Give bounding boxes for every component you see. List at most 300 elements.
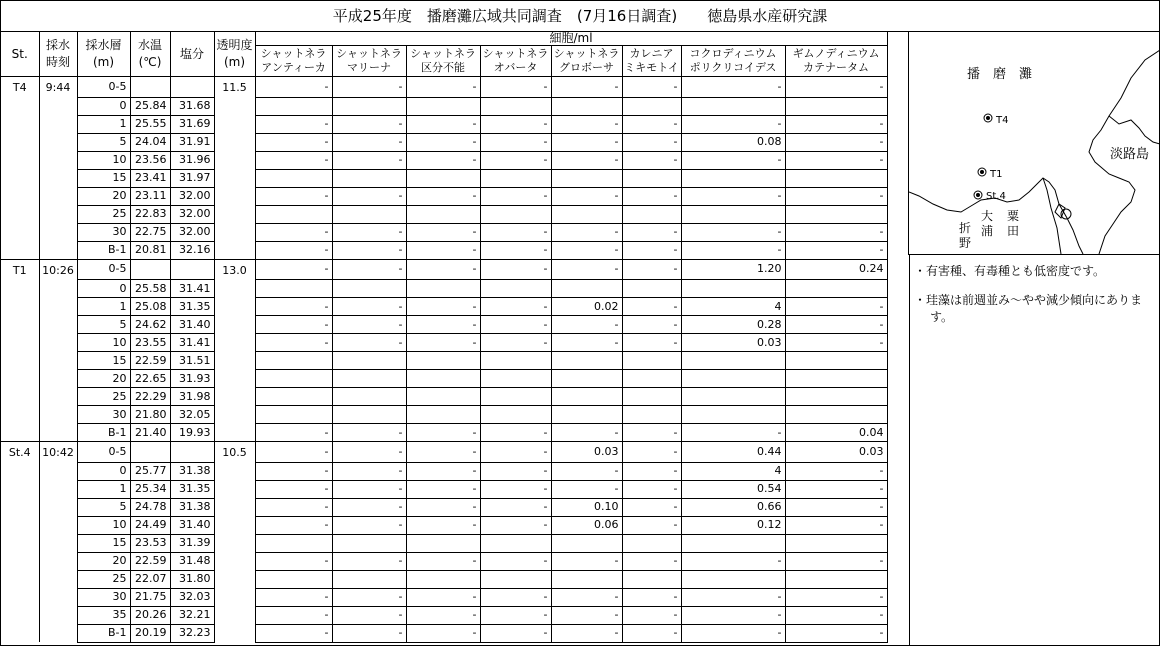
cell-density: 0.44: [681, 442, 785, 463]
cell-density: 1.20: [681, 259, 785, 280]
cell-density: 0.24: [785, 259, 887, 280]
cell-density: [406, 97, 480, 115]
station-cell: T4: [1, 77, 39, 98]
cell-density: [551, 370, 622, 388]
salinity-cell: 31.35: [170, 480, 214, 498]
transparency-cell: 11.5: [214, 77, 255, 98]
time-cell: [39, 406, 77, 424]
salinity-cell: 31.41: [170, 334, 214, 352]
cell-density: 0.08: [681, 133, 785, 151]
table-row: [1, 352, 887, 370]
cell-density: -: [551, 187, 622, 205]
transparency-cell: [214, 624, 255, 642]
station-cell: [1, 316, 39, 334]
cell-density: [332, 169, 406, 187]
salinity-cell: 31.68: [170, 97, 214, 115]
cell-density: -: [332, 334, 406, 352]
station-cell: [1, 606, 39, 624]
table-row: [1, 480, 887, 498]
col-header-species: シャットネラ マリーナ: [332, 46, 406, 77]
cell-density: -: [406, 552, 480, 570]
depth-cell: 0: [77, 462, 130, 480]
cell-density: -: [255, 133, 332, 151]
map-svg: [909, 32, 1160, 254]
cell-density: -: [785, 133, 887, 151]
transparency-cell: [214, 570, 255, 588]
cell-density: -: [332, 588, 406, 606]
temperature-cell: 22.29: [130, 388, 170, 406]
station-cell: [1, 498, 39, 516]
depth-cell: 0-5: [77, 77, 130, 98]
cell-density: -: [332, 241, 406, 259]
cell-density: -: [785, 115, 887, 133]
cell-density: -: [480, 624, 551, 642]
depth-cell: 1: [77, 115, 130, 133]
cell-density: -: [785, 498, 887, 516]
cell-density: -: [622, 424, 681, 442]
cell-density: -: [332, 77, 406, 98]
time-cell: [39, 462, 77, 480]
time-cell: [39, 388, 77, 406]
depth-cell: 1: [77, 480, 130, 498]
temperature-cell: 21.40: [130, 424, 170, 442]
cell-density: -: [622, 552, 681, 570]
cell-density: -: [785, 187, 887, 205]
cell-density: -: [551, 241, 622, 259]
transparency-cell: [214, 187, 255, 205]
transparency-cell: [214, 205, 255, 223]
place-label-awata-2: 田: [1007, 224, 1020, 238]
cell-density: [785, 370, 887, 388]
cell-density: [551, 169, 622, 187]
depth-cell: 20: [77, 370, 130, 388]
cell-density: -: [480, 298, 551, 316]
cell-density: -: [480, 588, 551, 606]
depth-cell: 30: [77, 223, 130, 241]
transparency-cell: [214, 97, 255, 115]
cell-density: -: [622, 442, 681, 463]
cell-density: [785, 352, 887, 370]
transparency-cell: [214, 498, 255, 516]
table-row: [1, 424, 887, 442]
cell-density: -: [785, 462, 887, 480]
table-row: [1, 169, 887, 187]
temperature-cell: 22.83: [130, 205, 170, 223]
cell-density: -: [480, 334, 551, 352]
transparency-cell: [214, 480, 255, 498]
station-cell: [1, 552, 39, 570]
table-row: [1, 241, 887, 259]
sea-label: 播 磨 灘: [967, 67, 1033, 82]
cell-density: -: [681, 151, 785, 169]
time-cell: [39, 424, 77, 442]
depth-cell: 10: [77, 151, 130, 169]
transparency-cell: [214, 370, 255, 388]
col-header-species: シャットネラ オバータ: [480, 46, 551, 77]
station-cell: [1, 115, 39, 133]
transparency-cell: [214, 151, 255, 169]
cell-density: -: [255, 241, 332, 259]
cell-density: -: [255, 480, 332, 498]
station-t4-label: T4: [996, 115, 1009, 126]
station-cell: [1, 588, 39, 606]
table-row: [1, 77, 887, 98]
cell-density: [255, 205, 332, 223]
cell-density: -: [332, 498, 406, 516]
transparency-cell: [214, 424, 255, 442]
cell-density: -: [406, 588, 480, 606]
place-label-orino-1: 折: [959, 221, 972, 235]
salinity-cell: 32.05: [170, 406, 214, 424]
cell-density: -: [681, 241, 785, 259]
cell-density: -: [255, 516, 332, 534]
cell-density: -: [332, 151, 406, 169]
table-row: [1, 388, 887, 406]
cell-density: -: [332, 424, 406, 442]
station-cell: T1: [1, 259, 39, 280]
cell-density: -: [681, 588, 785, 606]
temperature-cell: [130, 77, 170, 98]
transparency-cell: [214, 406, 255, 424]
cell-density: 0.03: [785, 442, 887, 463]
cell-density: [622, 205, 681, 223]
cell-density: -: [480, 77, 551, 98]
transparency-cell: [214, 534, 255, 552]
salinity-cell: 32.00: [170, 223, 214, 241]
time-cell: [39, 280, 77, 298]
cell-density: -: [622, 133, 681, 151]
cell-density: -: [551, 588, 622, 606]
depth-cell: 0-5: [77, 259, 130, 280]
table-row: [1, 570, 887, 588]
cell-density: -: [622, 151, 681, 169]
cell-density: -: [622, 516, 681, 534]
cell-density: [785, 169, 887, 187]
cell-density: -: [480, 133, 551, 151]
cell-density: -: [255, 115, 332, 133]
depth-cell: 20: [77, 552, 130, 570]
salinity-cell: 31.40: [170, 316, 214, 334]
cell-density: -: [622, 606, 681, 624]
cell-density: 0.10: [551, 498, 622, 516]
cell-density: -: [255, 259, 332, 280]
cell-density: -: [551, 480, 622, 498]
cell-density: -: [255, 588, 332, 606]
salinity-cell: [170, 77, 214, 98]
station-t1-marker-dot: [981, 171, 984, 174]
cell-density: -: [406, 480, 480, 498]
cell-density: -: [255, 187, 332, 205]
cell-density: -: [406, 624, 480, 642]
temperature-cell: 25.58: [130, 280, 170, 298]
station-cell: [1, 334, 39, 352]
temperature-cell: 21.80: [130, 406, 170, 424]
temperature-cell: 25.55: [130, 115, 170, 133]
salinity-cell: 31.51: [170, 352, 214, 370]
cell-density: [551, 388, 622, 406]
temperature-cell: 20.19: [130, 624, 170, 642]
depth-cell: 15: [77, 352, 130, 370]
temperature-cell: 24.78: [130, 498, 170, 516]
cell-density: -: [785, 624, 887, 642]
cell-density: [785, 280, 887, 298]
time-cell: [39, 570, 77, 588]
cell-density: 0.03: [551, 442, 622, 463]
cell-density: -: [551, 334, 622, 352]
temperature-cell: 24.49: [130, 516, 170, 534]
table-row: [1, 187, 887, 205]
salinity-cell: [170, 442, 214, 463]
cell-density: -: [681, 606, 785, 624]
cell-density: [406, 406, 480, 424]
time-cell: [39, 241, 77, 259]
cell-density: -: [332, 223, 406, 241]
table-row: [1, 133, 887, 151]
cell-density: -: [332, 316, 406, 334]
cell-density: -: [681, 223, 785, 241]
cell-density: [785, 205, 887, 223]
cell-density: -: [332, 516, 406, 534]
table-row: [1, 97, 887, 115]
station-t1-label: T1: [990, 169, 1003, 180]
cell-density: [255, 370, 332, 388]
table-row: [1, 280, 887, 298]
cell-density: [332, 406, 406, 424]
station-cell: St.4: [1, 442, 39, 463]
time-cell: [39, 516, 77, 534]
cell-density: [255, 280, 332, 298]
cell-density: [622, 388, 681, 406]
station-cell: [1, 241, 39, 259]
salinity-cell: 31.40: [170, 516, 214, 534]
table-row: [1, 259, 887, 280]
station-cell: [1, 280, 39, 298]
station-cell: [1, 624, 39, 642]
temperature-cell: 24.04: [130, 133, 170, 151]
cell-density: 0.03: [681, 334, 785, 352]
cell-density: -: [551, 552, 622, 570]
cell-density: [622, 169, 681, 187]
temperature-cell: 23.41: [130, 169, 170, 187]
place-label-orino-2: 野: [959, 236, 972, 250]
station-cell: [1, 187, 39, 205]
cell-density: [622, 534, 681, 552]
cell-density: [622, 280, 681, 298]
time-cell: [39, 316, 77, 334]
cell-density: [332, 388, 406, 406]
cell-density: [406, 370, 480, 388]
cell-density: -: [681, 552, 785, 570]
cell-density: -: [480, 442, 551, 463]
cell-density: -: [480, 223, 551, 241]
cell-density: -: [332, 552, 406, 570]
depth-cell: 20: [77, 187, 130, 205]
temperature-cell: 25.77: [130, 462, 170, 480]
depth-cell: 0: [77, 97, 130, 115]
cell-density: [480, 352, 551, 370]
cell-density: -: [255, 424, 332, 442]
depth-cell: B-1: [77, 241, 130, 259]
cell-density: [622, 352, 681, 370]
transparency-cell: 10.5: [214, 442, 255, 463]
salinity-cell: 31.93: [170, 370, 214, 388]
cell-density: -: [551, 259, 622, 280]
cell-density: -: [622, 588, 681, 606]
cell-density: -: [785, 480, 887, 498]
cell-density: -: [255, 442, 332, 463]
cell-density: [785, 406, 887, 424]
cell-density: -: [480, 462, 551, 480]
cell-density: -: [785, 516, 887, 534]
temperature-cell: 22.65: [130, 370, 170, 388]
cell-density: -: [406, 498, 480, 516]
time-cell: [39, 169, 77, 187]
cell-density: 0.02: [551, 298, 622, 316]
time-cell: [39, 223, 77, 241]
notes-panel: [909, 255, 1157, 645]
cell-density: [480, 97, 551, 115]
cell-density: -: [480, 187, 551, 205]
cell-density: [622, 370, 681, 388]
station-cell: [1, 462, 39, 480]
salinity-cell: 31.91: [170, 133, 214, 151]
cell-density: -: [480, 552, 551, 570]
cell-density: -: [622, 624, 681, 642]
salinity-cell: 32.23: [170, 624, 214, 642]
temperature-cell: 23.11: [130, 187, 170, 205]
transparency-cell: [214, 133, 255, 151]
col-header-species: コクロディニウム ポリクリコイデス: [681, 46, 785, 77]
cell-density: [255, 406, 332, 424]
depth-cell: 30: [77, 406, 130, 424]
col-header-species: シャットネラ アンティーカ: [255, 46, 332, 77]
station-cell: [1, 97, 39, 115]
cell-density: -: [681, 424, 785, 442]
temperature-cell: 22.59: [130, 552, 170, 570]
cell-density: -: [255, 498, 332, 516]
island-label: 淡路島: [1110, 147, 1150, 162]
salinity-cell: 31.48: [170, 552, 214, 570]
cell-density: [406, 570, 480, 588]
cell-density: -: [622, 462, 681, 480]
transparency-cell: [214, 388, 255, 406]
station-cell: [1, 406, 39, 424]
salinity-cell: 32.00: [170, 187, 214, 205]
cell-density: -: [785, 552, 887, 570]
cell-density: -: [622, 259, 681, 280]
col-header-species: ギムノディニウム カテナータム: [785, 46, 887, 77]
cell-density: -: [480, 516, 551, 534]
salinity-cell: 19.93: [170, 424, 214, 442]
transparency-cell: [214, 316, 255, 334]
col-header-species: シャットネラ グロボーサ: [551, 46, 622, 77]
cell-density: -: [785, 298, 887, 316]
depth-cell: 30: [77, 588, 130, 606]
station-cell: [1, 223, 39, 241]
plankton-data-table: [1, 32, 888, 643]
temperature-cell: 22.07: [130, 570, 170, 588]
time-cell: [39, 498, 77, 516]
temperature-cell: 25.34: [130, 480, 170, 498]
cell-density: -: [332, 187, 406, 205]
time-cell: 9:44: [39, 77, 77, 98]
cell-density: -: [406, 241, 480, 259]
cell-density: [681, 169, 785, 187]
cell-density: -: [406, 334, 480, 352]
note-harmful-species: ・有害種、有毒種とも低密度です。: [914, 264, 1106, 278]
awaji-coast-inner: [1109, 116, 1160, 144]
cell-density: -: [480, 115, 551, 133]
time-cell: [39, 334, 77, 352]
cell-density: -: [332, 133, 406, 151]
cell-density: [480, 388, 551, 406]
cell-density: [406, 169, 480, 187]
cell-density: -: [255, 223, 332, 241]
col-header-salinity: 塩分: [170, 32, 214, 77]
table-row: [1, 606, 887, 624]
temperature-cell: 23.56: [130, 151, 170, 169]
station-cell: [1, 424, 39, 442]
cell-density: [255, 169, 332, 187]
station-cell: [1, 570, 39, 588]
cell-density: [622, 97, 681, 115]
depth-cell: 1: [77, 298, 130, 316]
transparency-cell: [214, 223, 255, 241]
station-cell: [1, 133, 39, 151]
cell-density: -: [681, 115, 785, 133]
cell-density: [551, 570, 622, 588]
cell-density: [255, 570, 332, 588]
cell-density: [681, 570, 785, 588]
cell-density: -: [622, 298, 681, 316]
transparency-cell: 13.0: [214, 259, 255, 280]
cell-density: 0.12: [681, 516, 785, 534]
cell-density: -: [255, 77, 332, 98]
transparency-cell: [214, 606, 255, 624]
cell-density: -: [332, 442, 406, 463]
transparency-cell: [214, 241, 255, 259]
cell-density: -: [785, 588, 887, 606]
cell-density: [681, 370, 785, 388]
cell-density: -: [406, 462, 480, 480]
station-cell: [1, 151, 39, 169]
cell-density: -: [332, 259, 406, 280]
cell-density: [332, 570, 406, 588]
cell-density: [332, 534, 406, 552]
station-st4-label: St.4: [986, 191, 1006, 202]
table-row: [1, 588, 887, 606]
col-header-depth: 採水層 (m): [77, 32, 130, 77]
cell-density: -: [551, 133, 622, 151]
cell-density: [406, 205, 480, 223]
cell-density: [785, 388, 887, 406]
col-header-transparency: 透明度 (m): [214, 32, 255, 77]
cell-density: [406, 534, 480, 552]
cell-density: [480, 370, 551, 388]
salinity-cell: 31.41: [170, 280, 214, 298]
cell-density: -: [406, 316, 480, 334]
cell-density: [681, 534, 785, 552]
station-map: [908, 32, 1160, 255]
temperature-cell: 20.26: [130, 606, 170, 624]
table-row: [1, 223, 887, 241]
station-cell: [1, 480, 39, 498]
time-cell: [39, 588, 77, 606]
cell-density: [480, 205, 551, 223]
station-cell: [1, 352, 39, 370]
transparency-cell: [214, 298, 255, 316]
cell-density: -: [480, 606, 551, 624]
